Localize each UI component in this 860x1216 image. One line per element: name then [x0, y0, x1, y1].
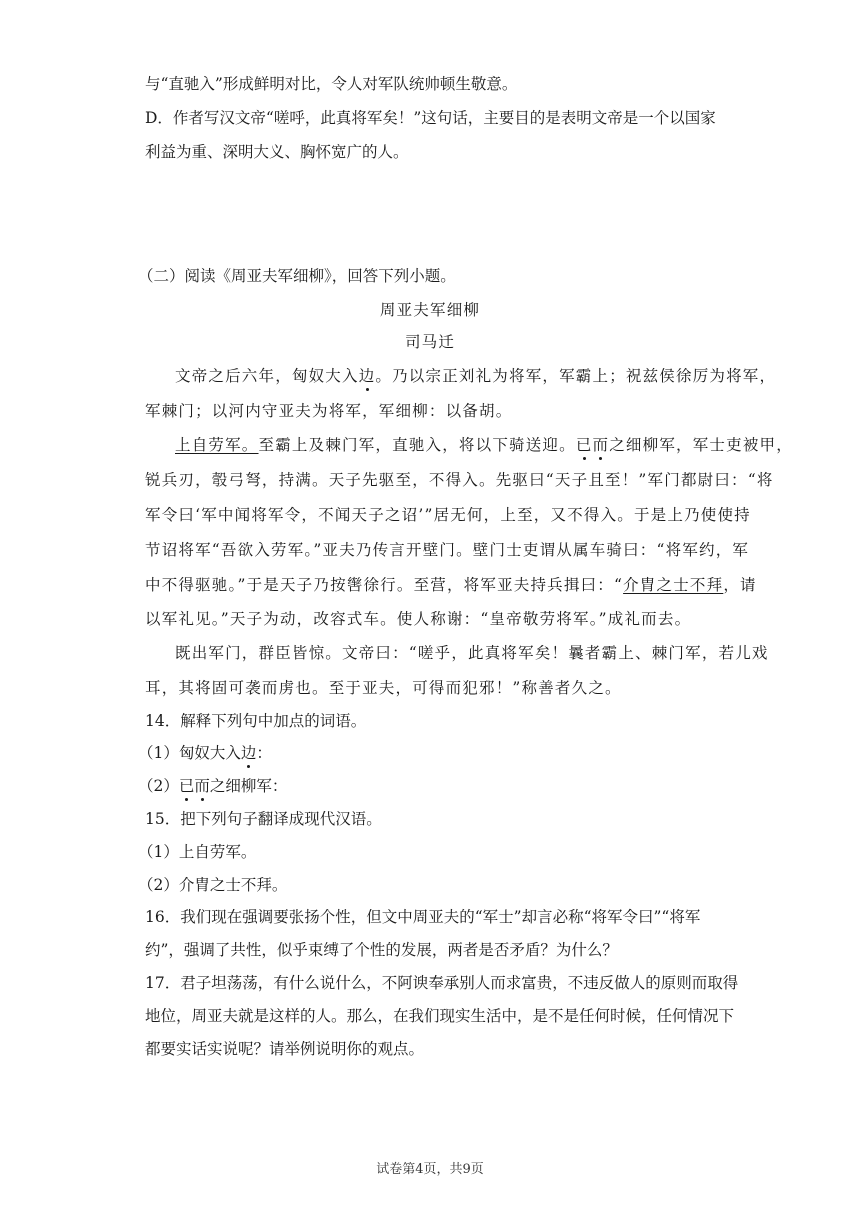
prev-option-c-tail: 与“直驰入”形成鲜明对比，令人对军队统帅顿生敬意。	[145, 75, 518, 93]
passage-p1-line2: 军棘门；以河内守亚夫为将军，军细柳：以备胡。	[145, 402, 513, 420]
page-footer: 试卷第4页，共9页	[376, 1162, 484, 1177]
question-15: 15．把下列句子翻译成现代汉语。	[145, 810, 382, 828]
passage-author: 司马迁	[404, 333, 456, 351]
prev-option-d-line2: 利益为重、深明大义、胸怀宽广的人。	[145, 143, 409, 161]
passage-p2-line2: 锐兵刃，彀弓弩，持满。天子先驱至，不得入。先驱曰“天子且至！”军门都尉曰：“将	[145, 471, 774, 489]
emphasis-dot-yi: 已	[575, 436, 593, 454]
emphasis-dot-er-q: 而	[194, 777, 210, 795]
passage-p2-line3: 军令曰‘军中闻将军令，不闻天子之诏’”居无何，上至，又不得入。于是上乃使使持	[145, 506, 751, 524]
passage-p2-line1: 上自劳军。至霸上及棘门军，直驰入，将以下骑送迎。已而之细柳军，军士吏被甲，	[175, 436, 793, 454]
emphasis-dot-bian-q: 边	[240, 744, 257, 762]
question-16-line1: 16．我们现在强调要张扬个性，但文中周亚夫的“军士”却言必称“将军令曰”“将军	[145, 908, 701, 926]
question-16-line2: 约”，强调了共性，似乎束缚了个性的发展，两者是否矛盾？为什么？	[145, 941, 618, 959]
question-14-2: （2）已而之细柳军：	[138, 777, 288, 795]
question-14-1: （1）匈奴大入边：	[138, 744, 272, 762]
emphasis-dot-er: 而	[592, 436, 610, 454]
passage-p2-line4: 节诏将军“吾欲入劳军。”亚夫乃传言开壁门。壁门士吏谓从属车骑曰：“将军约，军	[145, 541, 750, 559]
passage-p2-line6: 以军礼见。”天子为动，改容式车。使人称谢：“皇帝敬劳将军。”成礼而去。	[145, 610, 692, 628]
underlined-sentence-2: 介胄之士不拜	[623, 576, 724, 594]
question-17-line1: 17．君子坦荡荡，有什么说什么，不阿谀奉承别人而求富贵，不违反做人的原则而取得	[145, 974, 739, 992]
passage-p3-line2: 耳，其将固可袭而虏也。至于亚夫，可得而犯邪！”称善者久之。	[145, 679, 622, 697]
section-heading: （二）阅读《周亚夫军细柳》，回答下列小题。	[138, 267, 456, 285]
passage-p1-line1: 文帝之后六年，匈奴大入边。乃以宗正刘礼为将军，军霸上；祝兹侯徐厉为将军，	[175, 367, 777, 385]
passage-p3-line1: 既出军门，群臣皆惊。文帝曰：“嗟乎，此真将军矣！曩者霸上、棘门军，若儿戏	[175, 644, 769, 662]
question-15-2: （2）介胄之士不拜。	[138, 876, 288, 894]
prev-option-d-line1: D．作者写汉文帝“嗟呼，此真将军矣！”这句话，主要目的是表明文帝是一个以国家	[145, 109, 716, 127]
underlined-sentence-1: 上自劳军。	[175, 436, 259, 454]
question-17-line2: 地位，周亚夫就是这样的人。那么，在我们现实生活中，是不是任何时候，任何情况下	[145, 1007, 735, 1025]
passage-title: 周亚夫军细柳	[379, 301, 481, 319]
emphasis-dot-yi-q: 已	[178, 777, 195, 795]
question-15-1: （1）上自劳军。	[138, 843, 257, 861]
emphasis-dot-bian: 边	[358, 367, 376, 385]
question-14: 14．解释下列句中加点的词语。	[145, 712, 367, 730]
passage-p2-line5: 中不得驱驰。”于是天子乃按辔徐行。至营，将军亚夫持兵揖曰：“介胄之士不拜，请	[145, 576, 757, 594]
question-17-line3: 都要实话实说呢？请举例说明你的观点。	[145, 1040, 425, 1058]
